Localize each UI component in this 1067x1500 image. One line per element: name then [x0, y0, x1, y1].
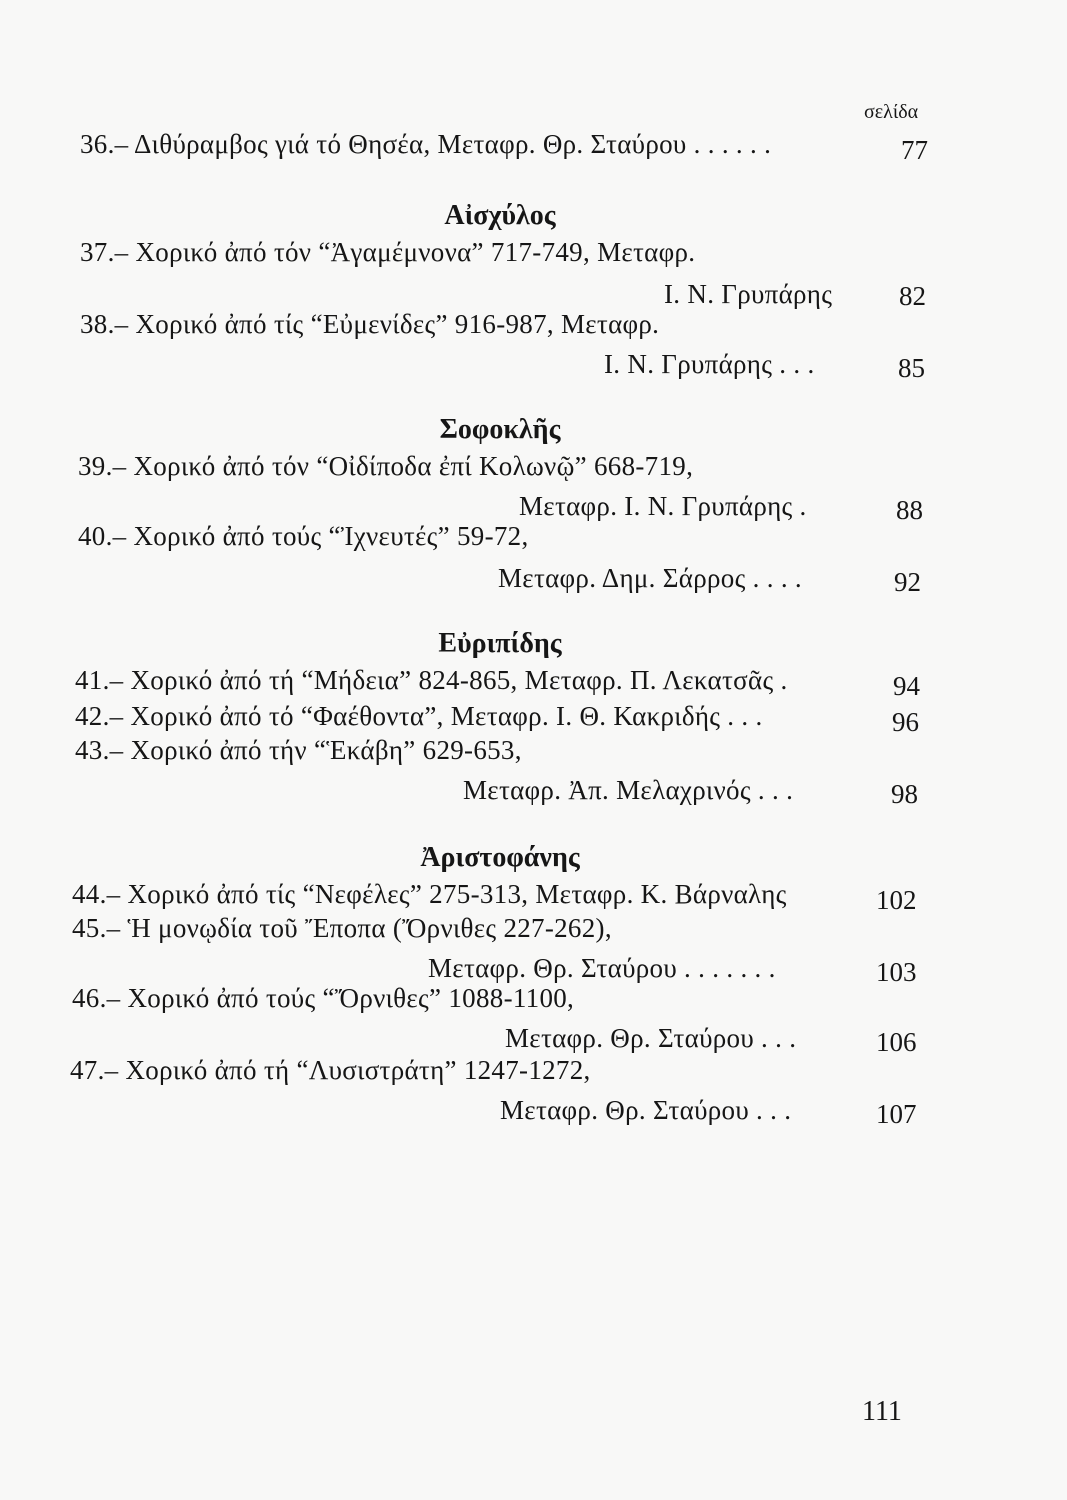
toc-entry-43-line1: 43.– Χορικό ἀπό τήν “Ἑκάβη” 629-653,: [75, 735, 522, 765]
toc-entry-40-line1: 40.– Χορικό ἀπό τούς “Ἰχνευτές” 59-72,: [78, 521, 529, 551]
toc-entry-37-line1: 37.– Χορικό ἀπό τόν “Ἀγαμέμνονα” 717-749, Μεταφρ.: [80, 237, 696, 267]
page-folio-number: 111: [862, 1396, 902, 1427]
toc-entry-39-line2: Μεταφρ. Ι. Ν. Γρυπάρης .: [519, 491, 807, 521]
page-number-38: 85: [898, 353, 925, 383]
toc-entry-44: 44.– Χορικό ἀπό τίς “Νεφέλες” 275-313, Μεταφρ. Κ. Βάρναλης: [72, 879, 787, 909]
toc-entry-45-line2: Μεταφρ. Θρ. Σταύρου . . . . . . .: [428, 953, 776, 983]
toc-entry-47-line2: Μεταφρ. Θρ. Σταύρου . . .: [500, 1095, 792, 1125]
toc-entry-38-line1: 38.– Χορικό ἀπό τίς “Εὐμενίδες” 916-987, Μεταφρ.: [80, 309, 660, 339]
toc-entry-37-line2: Ι. Ν. Γρυπάρης: [664, 279, 833, 309]
toc-entry-38-line2: Ι. Ν. Γρυπάρης . . .: [604, 349, 815, 379]
page-number-46: 106: [876, 1027, 917, 1057]
toc-entry-39-line1: 39.– Χορικό ἀπό τόν “Οἰδίποδα ἐπί Κολωνῷ” 668-719,: [78, 451, 694, 481]
toc-entry-47-line1: 47.– Χορικό ἀπό τή “Λυσιστράτη” 1247-1272,: [70, 1055, 591, 1085]
page-number-36: 77: [901, 135, 928, 165]
page-number-42: 96: [892, 707, 919, 737]
section-heading-euripides: Εὐριπίδης: [438, 628, 562, 659]
toc-entry-45-line1: 45.– Ἡ μονῳδία τοῦ Ἔποπα (Ὄρνιθες 227-262),: [72, 913, 612, 943]
page-number-41: 94: [893, 671, 920, 701]
page-number-43: 98: [891, 779, 918, 809]
page-number-39: 88: [896, 495, 923, 525]
toc-entry-42: 42.– Χορικό ἀπό τό “Φαέθοντα”, Μεταφρ. Ι. Θ. Κακριδής . . .: [75, 701, 763, 731]
toc-entry-36: 36.– Διθύραμβος γιά τό Θησέα, Μεταφρ. Θρ. Σταύρου . . . . . .: [80, 129, 772, 159]
section-heading-aeschylus: Αἰσχύλος: [444, 200, 556, 231]
page-column-label: σελίδα: [864, 101, 919, 123]
toc-entry-41: 41.– Χορικό ἀπό τή “Μήδεια” 824-865, Μεταφρ. Π. Λεκατσᾶς .: [75, 665, 788, 695]
page-number-47: 107: [876, 1099, 917, 1129]
page-number-45: 103: [876, 957, 917, 987]
toc-entry-46-line1: 46.– Χορικό ἀπό τούς “Ὄρνιθες” 1088-1100,: [72, 983, 575, 1013]
page-number-37: 82: [899, 281, 926, 311]
toc-entry-46-line2: Μεταφρ. Θρ. Σταύρου . . .: [505, 1023, 797, 1053]
toc-entry-40-line2: Μεταφρ. Δημ. Σάρρος . . . .: [498, 563, 802, 593]
toc-entry-43-line2: Μεταφρ. Ἀπ. Μελαχρινός . . .: [463, 775, 794, 805]
page-number-44: 102: [876, 885, 917, 915]
page-number-40: 92: [894, 567, 921, 597]
section-heading-sophocles: Σοφοκλῆς: [439, 414, 561, 445]
section-heading-aristophanes: Ἀριστοφάνης: [420, 842, 580, 873]
